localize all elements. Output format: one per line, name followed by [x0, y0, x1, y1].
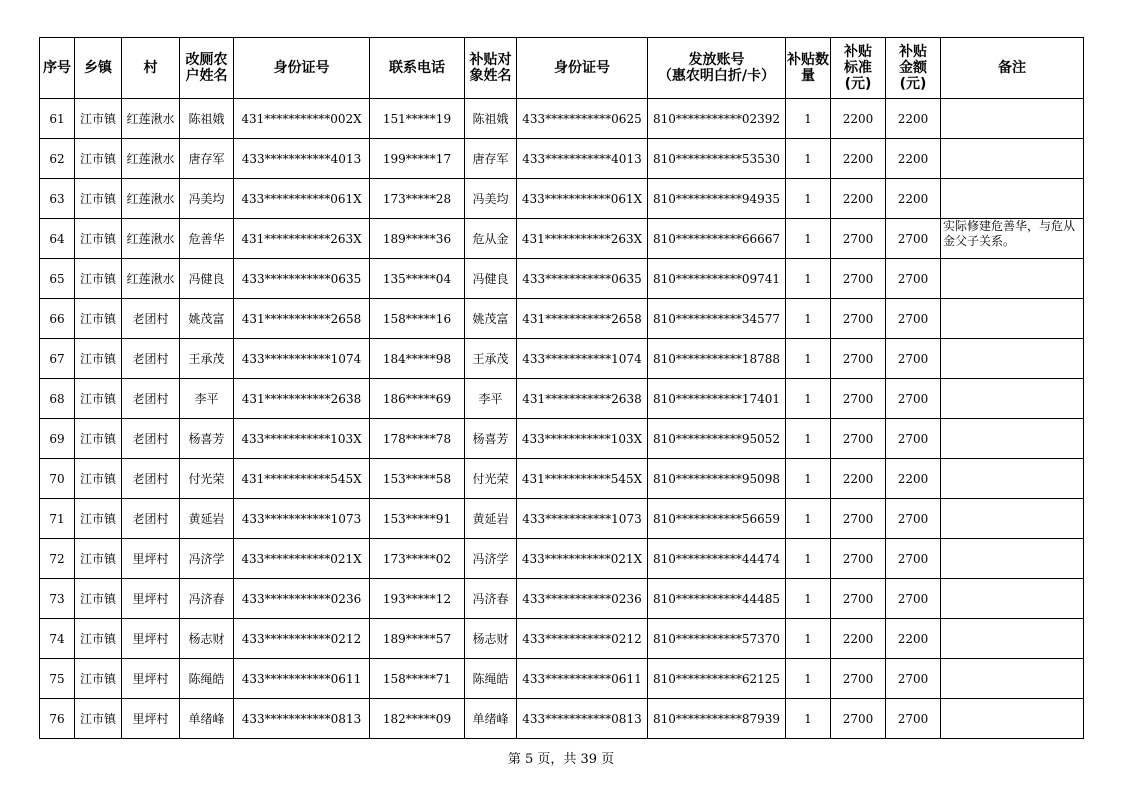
table-cell: 红莲湫水	[122, 99, 180, 139]
table-cell: 810***********53530	[648, 139, 786, 179]
table-cell: 433***********0625	[517, 99, 648, 139]
table-cell: 2700	[886, 539, 941, 579]
header-cell: 联系电话	[370, 38, 465, 99]
remark-cell	[941, 99, 1084, 139]
table-cell: 433***********0635	[234, 259, 370, 299]
table-cell: 433***********0212	[517, 619, 648, 659]
table-cell: 433***********0635	[517, 259, 648, 299]
header-cell: 身份证号	[234, 38, 370, 99]
table-cell: 431***********545X	[234, 459, 370, 499]
table-cell: 里坪村	[122, 539, 180, 579]
table-cell: 2200	[831, 179, 886, 219]
table-cell: 江市镇	[75, 539, 122, 579]
table-cell: 433***********4013	[517, 139, 648, 179]
table-cell: 433***********103X	[234, 419, 370, 459]
table-cell: 433***********021X	[234, 539, 370, 579]
table-cell: 433***********1073	[517, 499, 648, 539]
table-cell: 1	[786, 579, 831, 619]
table-cell: 2700	[831, 219, 886, 259]
table-cell: 1	[786, 499, 831, 539]
table-cell: 61	[40, 99, 75, 139]
table-cell: 433***********061X	[234, 179, 370, 219]
table-cell: 2700	[831, 539, 886, 579]
table-cell: 1	[786, 459, 831, 499]
table-row	[40, 139, 1084, 179]
table-cell: 433***********4013	[234, 139, 370, 179]
table-cell: 810***********09741	[648, 259, 786, 299]
table-cell: 810***********87939	[648, 699, 786, 739]
table-cell: 433***********0611	[234, 659, 370, 699]
table-cell: 李平	[465, 379, 517, 419]
remark-cell	[941, 499, 1084, 539]
table-cell: 431***********263X	[234, 219, 370, 259]
remark-cell	[941, 179, 1084, 219]
table-cell: 431***********545X	[517, 459, 648, 499]
table-cell: 75	[40, 659, 75, 699]
table-cell: 江市镇	[75, 299, 122, 339]
table-cell: 老团村	[122, 419, 180, 459]
table-cell: 71	[40, 499, 75, 539]
table-cell: 2700	[831, 299, 886, 339]
table-cell: 2200	[886, 139, 941, 179]
table-cell: 2200	[831, 139, 886, 179]
table-cell: 433***********0813	[517, 699, 648, 739]
table-cell: 江市镇	[75, 99, 122, 139]
table-cell: 杨喜芳	[180, 419, 234, 459]
table-cell: 老团村	[122, 339, 180, 379]
table-cell: 2700	[831, 699, 886, 739]
table-cell: 冯健良	[180, 259, 234, 299]
table-cell: 陈绳皓	[465, 659, 517, 699]
remark-cell	[941, 419, 1084, 459]
table-cell: 2200	[831, 619, 886, 659]
table-cell: 810***********95052	[648, 419, 786, 459]
header-cell: 改厕农户姓名	[180, 38, 234, 99]
table-row	[40, 379, 1084, 419]
table-cell: 江市镇	[75, 659, 122, 699]
table-cell: 冯美均	[465, 179, 517, 219]
table-cell: 431***********2658	[517, 299, 648, 339]
table-header-row	[40, 38, 1084, 99]
table-cell: 里坪村	[122, 699, 180, 739]
table-cell: 1	[786, 539, 831, 579]
table-cell: 江市镇	[75, 419, 122, 459]
table-cell: 173*****28	[370, 179, 465, 219]
remark-cell	[941, 579, 1084, 619]
table-cell: 黄延岩	[180, 499, 234, 539]
table-cell: 810***********66667	[648, 219, 786, 259]
table-cell: 151*****19	[370, 99, 465, 139]
table-cell: 153*****58	[370, 459, 465, 499]
table-cell: 431***********2638	[234, 379, 370, 419]
remark-cell	[941, 619, 1084, 659]
table-cell: 431***********002X	[234, 99, 370, 139]
table-cell: 冯济学	[465, 539, 517, 579]
header-cell: 补贴数量	[786, 38, 831, 99]
table-row	[40, 539, 1084, 579]
table-cell: 江市镇	[75, 259, 122, 299]
header-cell: 身份证号	[517, 38, 648, 99]
table-cell: 184*****98	[370, 339, 465, 379]
table-cell: 老团村	[122, 379, 180, 419]
table-row	[40, 99, 1084, 139]
table-cell: 1	[786, 179, 831, 219]
table-cell: 2700	[831, 339, 886, 379]
table-cell: 158*****71	[370, 659, 465, 699]
table-cell: 王承茂	[465, 339, 517, 379]
header-cell: 补贴对象姓名	[465, 38, 517, 99]
table-cell: 433***********0611	[517, 659, 648, 699]
table-row	[40, 459, 1084, 499]
table-cell: 433***********103X	[517, 419, 648, 459]
table-cell: 陈祖娥	[465, 99, 517, 139]
remark-cell	[941, 139, 1084, 179]
remark-cell	[941, 459, 1084, 499]
header-cell: 补贴 金额 (元)	[886, 38, 941, 99]
table-cell: 67	[40, 339, 75, 379]
table-cell: 76	[40, 699, 75, 739]
table-cell: 危善华	[180, 219, 234, 259]
table-cell: 2700	[886, 499, 941, 539]
table-cell: 2700	[886, 659, 941, 699]
table-cell: 810***********94935	[648, 179, 786, 219]
table-cell: 唐存军	[465, 139, 517, 179]
table-cell: 1	[786, 219, 831, 259]
table-cell: 810***********56659	[648, 499, 786, 539]
table-cell: 433***********1073	[234, 499, 370, 539]
remark-cell	[941, 659, 1084, 699]
table-cell: 江市镇	[75, 699, 122, 739]
table-cell: 66	[40, 299, 75, 339]
table-cell: 70	[40, 459, 75, 499]
table-cell: 冯济春	[180, 579, 234, 619]
table-cell: 老团村	[122, 299, 180, 339]
table-cell: 冯济春	[465, 579, 517, 619]
table-cell: 单绪峰	[465, 699, 517, 739]
table-cell: 老团村	[122, 459, 180, 499]
table-cell: 冯健良	[465, 259, 517, 299]
table-row	[40, 219, 1084, 259]
table-cell: 158*****16	[370, 299, 465, 339]
table-cell: 付光荣	[180, 459, 234, 499]
table-cell: 189*****57	[370, 619, 465, 659]
table-row	[40, 339, 1084, 379]
table-cell: 433***********021X	[517, 539, 648, 579]
table-cell: 姚茂富	[465, 299, 517, 339]
table-cell: 单绪峰	[180, 699, 234, 739]
table-row	[40, 579, 1084, 619]
table-cell: 431***********2658	[234, 299, 370, 339]
remark-cell	[941, 379, 1084, 419]
table-cell: 杨志财	[465, 619, 517, 659]
table-cell: 2700	[831, 379, 886, 419]
table-cell: 1	[786, 419, 831, 459]
table-cell: 431***********2638	[517, 379, 648, 419]
table-cell: 1	[786, 379, 831, 419]
table-cell: 付光荣	[465, 459, 517, 499]
table-cell: 69	[40, 419, 75, 459]
table-cell: 1	[786, 299, 831, 339]
table-cell: 433***********0236	[517, 579, 648, 619]
table-cell: 老团村	[122, 499, 180, 539]
table-cell: 2700	[886, 379, 941, 419]
table-cell: 68	[40, 379, 75, 419]
table-cell: 178*****78	[370, 419, 465, 459]
table-cell: 810***********62125	[648, 659, 786, 699]
table-cell: 江市镇	[75, 499, 122, 539]
table-row	[40, 299, 1084, 339]
remark-cell	[941, 259, 1084, 299]
table-cell: 810***********34577	[648, 299, 786, 339]
table-cell: 危从金	[465, 219, 517, 259]
table-cell: 冯济学	[180, 539, 234, 579]
table-cell: 姚茂富	[180, 299, 234, 339]
table-cell: 1	[786, 619, 831, 659]
table-cell: 陈绳皓	[180, 659, 234, 699]
table-cell: 陈祖娥	[180, 99, 234, 139]
table-cell: 红莲湫水	[122, 179, 180, 219]
table-cell: 红莲湫水	[122, 259, 180, 299]
table-cell: 810***********18788	[648, 339, 786, 379]
table-cell: 1	[786, 339, 831, 379]
table-cell: 红莲湫水	[122, 219, 180, 259]
table-cell: 2700	[831, 659, 886, 699]
table-cell: 江市镇	[75, 379, 122, 419]
table-cell: 810***********95098	[648, 459, 786, 499]
table-row	[40, 259, 1084, 299]
table-cell: 2700	[831, 579, 886, 619]
table-body	[40, 99, 1084, 739]
table-cell: 2700	[831, 499, 886, 539]
remark-cell	[941, 539, 1084, 579]
table-cell: 433***********0813	[234, 699, 370, 739]
table-cell: 李平	[180, 379, 234, 419]
table-cell: 江市镇	[75, 459, 122, 499]
table-cell: 810***********44474	[648, 539, 786, 579]
table-row	[40, 179, 1084, 219]
table-cell: 2200	[831, 99, 886, 139]
table-cell: 江市镇	[75, 619, 122, 659]
table-cell: 64	[40, 219, 75, 259]
table-cell: 810***********02392	[648, 99, 786, 139]
table-cell: 2700	[886, 259, 941, 299]
table-cell: 199*****17	[370, 139, 465, 179]
table-cell: 2700	[831, 259, 886, 299]
table-cell: 63	[40, 179, 75, 219]
table-cell: 433***********1074	[234, 339, 370, 379]
table-cell: 810***********17401	[648, 379, 786, 419]
table-cell: 2200	[886, 99, 941, 139]
table-cell: 1	[786, 659, 831, 699]
table-row	[40, 499, 1084, 539]
table-cell: 2200	[886, 179, 941, 219]
table-cell: 1	[786, 139, 831, 179]
table-cell: 2700	[886, 579, 941, 619]
table-cell: 2700	[886, 699, 941, 739]
table-cell: 74	[40, 619, 75, 659]
table-row	[40, 419, 1084, 459]
table-cell: 182*****09	[370, 699, 465, 739]
header-cell: 备注	[941, 38, 1084, 99]
remark-cell	[941, 339, 1084, 379]
header-cell: 村	[122, 38, 180, 99]
table-cell: 杨志财	[180, 619, 234, 659]
table-cell: 1	[786, 699, 831, 739]
table-cell: 里坪村	[122, 659, 180, 699]
remark-cell: 实际修建危善华，与危从金父子关系。	[941, 219, 1084, 259]
table-cell: 江市镇	[75, 579, 122, 619]
table-cell: 冯美均	[180, 179, 234, 219]
table-cell: 73	[40, 579, 75, 619]
table-cell: 2700	[886, 219, 941, 259]
table-cell: 黄延岩	[465, 499, 517, 539]
table-row	[40, 619, 1084, 659]
table-cell: 杨喜芳	[465, 419, 517, 459]
table-cell: 433***********1074	[517, 339, 648, 379]
table-cell: 2700	[831, 419, 886, 459]
table-cell: 810***********57370	[648, 619, 786, 659]
table-cell: 2700	[886, 339, 941, 379]
table-cell: 193*****12	[370, 579, 465, 619]
table-cell: 2200	[886, 459, 941, 499]
subsidy-table	[39, 37, 1084, 739]
table-cell: 72	[40, 539, 75, 579]
header-cell: 发放账号 （惠农明白折/卡）	[648, 38, 786, 99]
table-cell: 810***********44485	[648, 579, 786, 619]
table-cell: 红莲湫水	[122, 139, 180, 179]
table-cell: 433***********061X	[517, 179, 648, 219]
table-cell: 江市镇	[75, 339, 122, 379]
header-cell: 补贴 标准 (元)	[831, 38, 886, 99]
table-cell: 江市镇	[75, 179, 122, 219]
header-cell: 乡镇	[75, 38, 122, 99]
table-cell: 2700	[886, 299, 941, 339]
table-row	[40, 659, 1084, 699]
table-cell: 433***********0212	[234, 619, 370, 659]
table-cell: 2200	[831, 459, 886, 499]
table-cell: 186*****69	[370, 379, 465, 419]
remark-cell	[941, 699, 1084, 739]
table-cell: 135*****04	[370, 259, 465, 299]
page-footer: 第 5 页，共 39 页	[507, 752, 615, 767]
table-cell: 189*****36	[370, 219, 465, 259]
table-cell: 王承茂	[180, 339, 234, 379]
table-cell: 江市镇	[75, 219, 122, 259]
table-cell: 2700	[886, 419, 941, 459]
header-cell: 序号	[40, 38, 75, 99]
table-cell: 65	[40, 259, 75, 299]
table-cell: 433***********0236	[234, 579, 370, 619]
table-cell: 唐存军	[180, 139, 234, 179]
table-cell: 173*****02	[370, 539, 465, 579]
table-cell: 里坪村	[122, 579, 180, 619]
table-cell: 江市镇	[75, 139, 122, 179]
table-cell: 153*****91	[370, 499, 465, 539]
table-cell: 62	[40, 139, 75, 179]
table-cell: 431***********263X	[517, 219, 648, 259]
table-cell: 1	[786, 99, 831, 139]
table-row	[40, 699, 1084, 739]
table-cell: 2200	[886, 619, 941, 659]
remark-cell	[941, 299, 1084, 339]
table-cell: 里坪村	[122, 619, 180, 659]
table-cell: 1	[786, 259, 831, 299]
